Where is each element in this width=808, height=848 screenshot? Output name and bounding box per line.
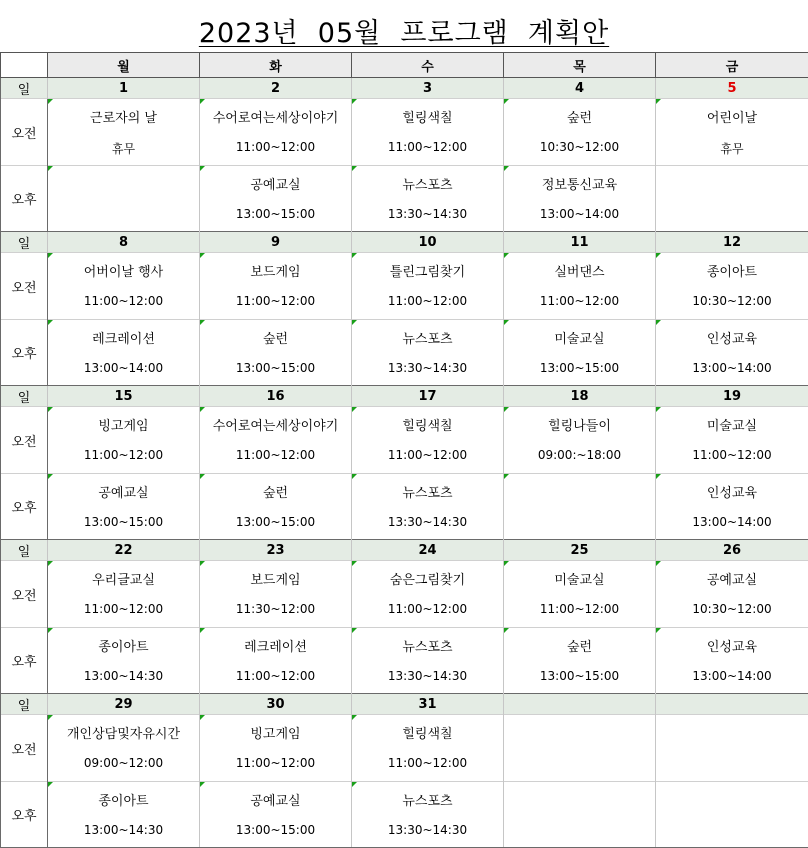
week-am-row bbox=[1, 99, 808, 166]
comment-marker-icon bbox=[48, 782, 53, 787]
program-cell-content bbox=[352, 628, 503, 693]
date-cell-tue: 2 bbox=[200, 78, 352, 99]
program-cell-content bbox=[656, 561, 808, 627]
program-cell-content bbox=[48, 474, 199, 539]
program-name: 숲런 bbox=[504, 107, 655, 126]
comment-marker-icon bbox=[200, 628, 205, 633]
program-cell-content bbox=[200, 253, 351, 319]
day-label: 일 bbox=[1, 78, 48, 99]
comment-marker-icon bbox=[656, 320, 661, 325]
program-cell-content bbox=[504, 715, 655, 781]
date-cell-mon: 29 bbox=[48, 694, 200, 715]
weekday-fri: 금 bbox=[656, 53, 808, 78]
comment-marker-icon bbox=[352, 628, 357, 633]
program-cell[interactable] bbox=[200, 782, 352, 848]
comment-marker-icon bbox=[200, 253, 205, 258]
date-cell-fri: 19 bbox=[656, 386, 808, 407]
date-cell-tue: 30 bbox=[200, 694, 352, 715]
program-name: 수어로여는세상이야기 bbox=[200, 107, 351, 126]
program-time: 10:30~12:00 bbox=[656, 294, 808, 308]
program-cell-content bbox=[200, 474, 351, 539]
program-time: 13:00~14:00 bbox=[656, 669, 808, 683]
program-time: 13:00~14:00 bbox=[48, 361, 199, 375]
program-time: 10:30~12:00 bbox=[656, 602, 808, 616]
program-name: 미술교실 bbox=[504, 569, 655, 588]
program-time: 13:00~14:30 bbox=[48, 669, 199, 683]
comment-marker-icon bbox=[352, 99, 357, 104]
program-name: 공예교실 bbox=[200, 790, 351, 809]
week-pm-row bbox=[1, 320, 808, 386]
comment-marker-icon bbox=[200, 715, 205, 720]
program-time: 11:00~12:00 bbox=[200, 669, 351, 683]
program-cell[interactable] bbox=[200, 166, 352, 232]
program-cell[interactable] bbox=[504, 166, 656, 232]
program-time: 11:00~12:00 bbox=[352, 140, 503, 154]
program-time: 13:00~15:00 bbox=[504, 669, 655, 683]
comment-marker-icon bbox=[352, 407, 357, 412]
program-name: 공예교실 bbox=[200, 174, 351, 193]
program-cell[interactable] bbox=[504, 253, 656, 320]
program-cell-content bbox=[200, 407, 351, 473]
comment-marker-icon bbox=[352, 253, 357, 258]
program-name: 정보통신교육 bbox=[504, 174, 655, 193]
comment-marker-icon bbox=[352, 166, 357, 171]
program-cell-content bbox=[504, 474, 655, 539]
program-time: 11:00~12:00 bbox=[352, 602, 503, 616]
program-name: 종이아트 bbox=[48, 636, 199, 655]
program-name: 수어로여는세상이야기 bbox=[200, 415, 351, 434]
program-name: 숲런 bbox=[504, 636, 655, 655]
week-pm-row bbox=[1, 166, 808, 232]
program-time: 13:00~15:00 bbox=[200, 207, 351, 221]
program-time: 13:00~15:00 bbox=[200, 361, 351, 375]
comment-marker-icon bbox=[352, 782, 357, 787]
program-time: 13:30~14:30 bbox=[352, 669, 503, 683]
program-cell[interactable] bbox=[200, 474, 352, 540]
morning-label: 오전 bbox=[1, 253, 48, 320]
program-cell[interactable] bbox=[352, 561, 504, 628]
program-cell[interactable] bbox=[48, 782, 200, 848]
comment-marker-icon bbox=[48, 99, 53, 104]
program-name: 숨은그림찾기 bbox=[352, 569, 503, 588]
afternoon-label: 오후 bbox=[1, 320, 48, 386]
program-cell-content bbox=[352, 474, 503, 539]
program-cell-content bbox=[48, 715, 199, 781]
program-name: 공예교실 bbox=[656, 569, 808, 588]
program-time: 11:00~12:00 bbox=[200, 294, 351, 308]
program-name: 보드게임 bbox=[200, 261, 351, 280]
comment-marker-icon bbox=[656, 474, 661, 479]
program-time: 13:00~14:30 bbox=[48, 823, 199, 837]
program-cell-content bbox=[504, 99, 655, 165]
comment-marker-icon bbox=[352, 320, 357, 325]
program-time: 11:00~12:00 bbox=[48, 602, 199, 616]
program-cell[interactable] bbox=[200, 407, 352, 474]
program-name: 미술교실 bbox=[504, 328, 655, 347]
program-name: 빙고게임 bbox=[48, 415, 199, 434]
program-cell-content bbox=[656, 253, 808, 319]
comment-marker-icon bbox=[200, 407, 205, 412]
week-am-row bbox=[1, 715, 808, 782]
program-cell[interactable] bbox=[200, 628, 352, 694]
program-cell[interactable] bbox=[656, 561, 808, 628]
date-cell-tue: 23 bbox=[200, 540, 352, 561]
program-cell-content bbox=[656, 166, 808, 231]
program-cell-content bbox=[656, 320, 808, 385]
program-name: 뉴스포츠 bbox=[352, 636, 503, 655]
date-cell-fri: 5 bbox=[656, 78, 808, 99]
week-date-row bbox=[1, 386, 808, 407]
program-cell-content bbox=[504, 166, 655, 231]
program-cell-content bbox=[200, 99, 351, 165]
date-cell-wed: 31 bbox=[352, 694, 504, 715]
comment-marker-icon bbox=[48, 628, 53, 633]
program-cell-content bbox=[656, 474, 808, 539]
day-label: 일 bbox=[1, 232, 48, 253]
program-cell[interactable] bbox=[504, 320, 656, 386]
program-time: 11:00~12:00 bbox=[352, 756, 503, 770]
program-cell[interactable] bbox=[352, 407, 504, 474]
program-cell-content bbox=[656, 782, 808, 847]
program-cell[interactable] bbox=[656, 474, 808, 540]
program-time: 11:30~12:00 bbox=[200, 602, 351, 616]
comment-marker-icon bbox=[504, 561, 509, 566]
program-name: 뉴스포츠 bbox=[352, 328, 503, 347]
program-cell[interactable] bbox=[48, 561, 200, 628]
program-name: 어린이날 bbox=[656, 107, 808, 126]
comment-marker-icon bbox=[504, 320, 509, 325]
date-cell-wed: 10 bbox=[352, 232, 504, 253]
program-cell[interactable] bbox=[48, 99, 200, 166]
program-cell-content bbox=[200, 715, 351, 781]
afternoon-label: 오후 bbox=[1, 166, 48, 232]
program-time: 13:30~14:30 bbox=[352, 207, 503, 221]
date-cell-wed: 17 bbox=[352, 386, 504, 407]
title-area bbox=[0, 0, 808, 50]
date-cell-wed: 24 bbox=[352, 540, 504, 561]
weekday-thu: 목 bbox=[504, 53, 656, 78]
program-name: 숲런 bbox=[200, 482, 351, 501]
program-cell[interactable] bbox=[656, 628, 808, 694]
program-cell-content bbox=[200, 782, 351, 847]
program-cell[interactable] bbox=[48, 474, 200, 540]
week-am-row bbox=[1, 407, 808, 474]
program-name: 힐링색칠 bbox=[352, 415, 503, 434]
program-name: 우리글교실 bbox=[48, 569, 199, 588]
program-name: 공예교실 bbox=[48, 482, 199, 501]
program-cell-content bbox=[200, 561, 351, 627]
comment-marker-icon bbox=[200, 782, 205, 787]
date-cell-thu: 25 bbox=[504, 540, 656, 561]
program-cell-content bbox=[504, 320, 655, 385]
date-cell-mon: 15 bbox=[48, 386, 200, 407]
program-time: 13:30~14:30 bbox=[352, 361, 503, 375]
program-time: 11:00~12:00 bbox=[48, 294, 199, 308]
program-cell[interactable] bbox=[48, 253, 200, 320]
comment-marker-icon bbox=[504, 166, 509, 171]
program-name: 미술교실 bbox=[656, 415, 808, 434]
comment-marker-icon bbox=[504, 99, 509, 104]
program-cell-content bbox=[352, 782, 503, 847]
comment-marker-icon bbox=[656, 99, 661, 104]
comment-marker-icon bbox=[48, 715, 53, 720]
header-corner bbox=[1, 53, 48, 78]
date-cell-mon: 1 bbox=[48, 78, 200, 99]
week-date-row bbox=[1, 540, 808, 561]
program-name: 실버댄스 bbox=[504, 261, 655, 280]
program-cell[interactable] bbox=[352, 715, 504, 782]
program-cell-content bbox=[200, 320, 351, 385]
program-cell[interactable] bbox=[656, 253, 808, 320]
comment-marker-icon bbox=[656, 407, 661, 412]
afternoon-label: 오후 bbox=[1, 474, 48, 540]
comment-marker-icon bbox=[504, 628, 509, 633]
comment-marker-icon bbox=[48, 320, 53, 325]
date-cell-thu bbox=[504, 694, 656, 715]
program-cell[interactable] bbox=[200, 715, 352, 782]
program-cell-content bbox=[656, 628, 808, 693]
program-cell[interactable] bbox=[352, 782, 504, 848]
program-name: 어버이날 행사 bbox=[48, 261, 199, 280]
comment-marker-icon bbox=[352, 474, 357, 479]
program-time: 11:00~12:00 bbox=[352, 448, 503, 462]
week-date-row bbox=[1, 694, 808, 715]
program-name: 인성교육 bbox=[656, 636, 808, 655]
comment-marker-icon bbox=[200, 561, 205, 566]
program-time: 13:00~14:00 bbox=[656, 361, 808, 375]
week-pm-row bbox=[1, 474, 808, 540]
program-cell-content bbox=[656, 715, 808, 781]
program-cell-content bbox=[504, 253, 655, 319]
date-cell-fri bbox=[656, 694, 808, 715]
program-cell-content bbox=[48, 561, 199, 627]
comment-marker-icon bbox=[200, 166, 205, 171]
program-name: 숲런 bbox=[200, 328, 351, 347]
program-time: 13:00~15:00 bbox=[504, 361, 655, 375]
date-cell-mon: 8 bbox=[48, 232, 200, 253]
program-cell[interactable] bbox=[352, 253, 504, 320]
week-pm-row bbox=[1, 782, 808, 848]
comment-marker-icon bbox=[48, 253, 53, 258]
program-cell-content bbox=[200, 628, 351, 693]
day-label: 일 bbox=[1, 694, 48, 715]
week-date-row bbox=[1, 78, 808, 99]
page-title: 2023년 05월 프로그램 계획안 bbox=[199, 11, 609, 50]
program-cell[interactable] bbox=[48, 166, 200, 232]
program-time: 13:30~14:30 bbox=[352, 823, 503, 837]
program-name: 힐링나들이 bbox=[504, 415, 655, 434]
program-cell[interactable] bbox=[656, 166, 808, 232]
program-cell[interactable] bbox=[48, 715, 200, 782]
program-name: 레크레이션 bbox=[48, 328, 199, 347]
morning-label: 오전 bbox=[1, 99, 48, 166]
program-cell[interactable] bbox=[504, 628, 656, 694]
program-cell[interactable] bbox=[504, 407, 656, 474]
program-cell-content bbox=[200, 166, 351, 231]
program-cell[interactable] bbox=[656, 715, 808, 782]
program-name: 인성교육 bbox=[656, 482, 808, 501]
program-cell[interactable] bbox=[656, 782, 808, 848]
date-cell-mon: 22 bbox=[48, 540, 200, 561]
program-time: 11:00~12:00 bbox=[352, 294, 503, 308]
program-name: 종이아트 bbox=[656, 261, 808, 280]
date-cell-fri: 26 bbox=[656, 540, 808, 561]
date-cell-thu: 4 bbox=[504, 78, 656, 99]
program-cell[interactable] bbox=[656, 407, 808, 474]
program-cell[interactable] bbox=[504, 782, 656, 848]
program-name: 레크레이션 bbox=[200, 636, 351, 655]
program-cell[interactable] bbox=[352, 166, 504, 232]
program-cell-content bbox=[48, 320, 199, 385]
program-cell-content bbox=[48, 253, 199, 319]
program-cell-content bbox=[656, 407, 808, 473]
schedule-table bbox=[0, 52, 808, 848]
program-cell-content bbox=[352, 166, 503, 231]
program-time: 11:00~12:00 bbox=[504, 602, 655, 616]
weekday-header-row bbox=[1, 53, 808, 78]
day-label: 일 bbox=[1, 386, 48, 407]
program-cell[interactable] bbox=[48, 628, 200, 694]
program-name: 빙고게임 bbox=[200, 723, 351, 742]
program-cell-content bbox=[48, 782, 199, 847]
program-time: 11:00~12:00 bbox=[48, 448, 199, 462]
program-time: 13:00~15:00 bbox=[48, 515, 199, 529]
program-name: 틀린그림찾기 bbox=[352, 261, 503, 280]
program-cell-content bbox=[48, 628, 199, 693]
date-cell-tue: 9 bbox=[200, 232, 352, 253]
program-cell-content bbox=[352, 99, 503, 165]
program-time: 13:00~14:00 bbox=[504, 207, 655, 221]
program-name: 인성교육 bbox=[656, 328, 808, 347]
comment-marker-icon bbox=[200, 474, 205, 479]
date-cell-fri: 12 bbox=[656, 232, 808, 253]
program-cell[interactable] bbox=[200, 99, 352, 166]
program-time: 11:00~12:00 bbox=[200, 756, 351, 770]
program-cell-content bbox=[656, 99, 808, 165]
program-name: 힐링색칠 bbox=[352, 107, 503, 126]
program-cell[interactable] bbox=[48, 407, 200, 474]
program-cell-content bbox=[352, 407, 503, 473]
comment-marker-icon bbox=[656, 253, 661, 258]
weekday-tue: 화 bbox=[200, 53, 352, 78]
comment-marker-icon bbox=[48, 407, 53, 412]
program-time: 휴무 bbox=[48, 140, 199, 157]
program-cell-content bbox=[352, 715, 503, 781]
comment-marker-icon bbox=[200, 99, 205, 104]
program-time: 10:30~12:00 bbox=[504, 140, 655, 154]
program-name: 종이아트 bbox=[48, 790, 199, 809]
program-cell-content bbox=[48, 99, 199, 165]
program-cell[interactable] bbox=[352, 474, 504, 540]
afternoon-label: 오후 bbox=[1, 782, 48, 848]
comment-marker-icon bbox=[200, 320, 205, 325]
week-date-row bbox=[1, 232, 808, 253]
program-name: 근로자의 날 bbox=[48, 107, 199, 126]
weekday-mon: 월 bbox=[48, 53, 200, 78]
week-am-row bbox=[1, 561, 808, 628]
program-cell[interactable] bbox=[48, 320, 200, 386]
program-cell[interactable] bbox=[656, 99, 808, 166]
comment-marker-icon bbox=[352, 715, 357, 720]
day-label: 일 bbox=[1, 540, 48, 561]
program-time: 11:00~12:00 bbox=[200, 448, 351, 462]
comment-marker-icon bbox=[504, 407, 509, 412]
program-cell[interactable] bbox=[504, 99, 656, 166]
program-cell-content bbox=[48, 166, 199, 231]
program-time: 휴무 bbox=[656, 140, 808, 157]
morning-label: 오전 bbox=[1, 561, 48, 628]
program-time: 13:00~14:00 bbox=[656, 515, 808, 529]
comment-marker-icon bbox=[656, 628, 661, 633]
program-cell-content bbox=[504, 561, 655, 627]
program-cell[interactable] bbox=[504, 561, 656, 628]
date-cell-wed: 3 bbox=[352, 78, 504, 99]
program-cell[interactable] bbox=[352, 628, 504, 694]
program-time: 09:00:~18:00 bbox=[504, 448, 655, 462]
week-pm-row bbox=[1, 628, 808, 694]
comment-marker-icon bbox=[656, 561, 661, 566]
program-name: 개인상담및자유시간 bbox=[48, 723, 199, 742]
morning-label: 오전 bbox=[1, 407, 48, 474]
program-cell-content bbox=[48, 407, 199, 473]
comment-marker-icon bbox=[352, 561, 357, 566]
program-time: 13:00~15:00 bbox=[200, 515, 351, 529]
week-am-row bbox=[1, 253, 808, 320]
date-cell-thu: 18 bbox=[504, 386, 656, 407]
program-time: 09:00~12:00 bbox=[48, 756, 199, 770]
comment-marker-icon bbox=[48, 166, 53, 171]
program-name: 뉴스포츠 bbox=[352, 174, 503, 193]
program-cell[interactable] bbox=[200, 320, 352, 386]
program-cell[interactable] bbox=[504, 474, 656, 540]
schedule-grid bbox=[0, 52, 808, 848]
program-time: 13:00~15:00 bbox=[200, 823, 351, 837]
comment-marker-icon bbox=[48, 561, 53, 566]
program-name: 힐링색칠 bbox=[352, 723, 503, 742]
program-cell-content bbox=[504, 407, 655, 473]
program-name: 뉴스포츠 bbox=[352, 790, 503, 809]
program-cell[interactable] bbox=[352, 320, 504, 386]
program-cell[interactable] bbox=[504, 715, 656, 782]
program-cell[interactable] bbox=[200, 561, 352, 628]
comment-marker-icon bbox=[504, 474, 509, 479]
program-time: 13:30~14:30 bbox=[352, 515, 503, 529]
program-name: 보드게임 bbox=[200, 569, 351, 588]
comment-marker-icon bbox=[504, 253, 509, 258]
program-cell[interactable] bbox=[352, 99, 504, 166]
comment-marker-icon bbox=[48, 474, 53, 479]
date-cell-thu: 11 bbox=[504, 232, 656, 253]
program-cell-content bbox=[352, 253, 503, 319]
program-cell-content bbox=[352, 561, 503, 627]
program-cell-content bbox=[504, 782, 655, 847]
program-cell[interactable] bbox=[656, 320, 808, 386]
program-time: 11:00~12:00 bbox=[504, 294, 655, 308]
program-time: 11:00~12:00 bbox=[656, 448, 808, 462]
program-name: 뉴스포츠 bbox=[352, 482, 503, 501]
weekday-wed: 수 bbox=[352, 53, 504, 78]
program-cell[interactable] bbox=[200, 253, 352, 320]
program-cell-content bbox=[504, 628, 655, 693]
program-cell-content bbox=[352, 320, 503, 385]
program-time: 11:00~12:00 bbox=[200, 140, 351, 154]
afternoon-label: 오후 bbox=[1, 628, 48, 694]
date-cell-tue: 16 bbox=[200, 386, 352, 407]
morning-label: 오전 bbox=[1, 715, 48, 782]
